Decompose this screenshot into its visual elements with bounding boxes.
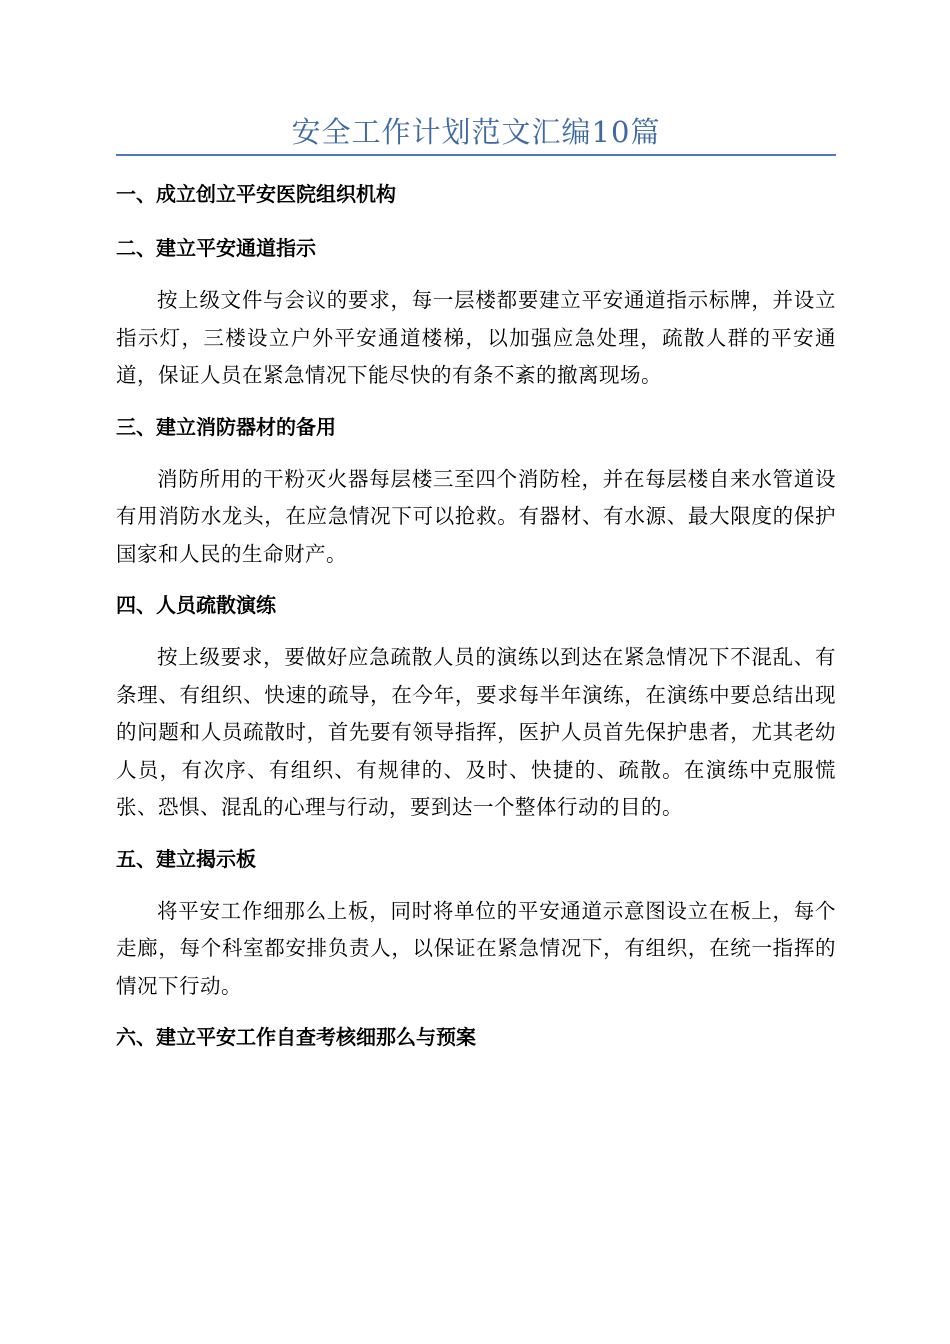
section-heading-5: 五、建立揭示板: [116, 846, 256, 871]
section-paragraph-5: 将平安工作细那么上板，同时将单位的平安通道示意图设立在板上，每个走廊，每个科室都安排负责人，以保证在紧急情况下，有组织，在统一指挥的情况下行动。: [116, 898, 836, 998]
document-title: 安全工作计划范文汇编10篇: [291, 115, 661, 149]
section-paragraph-4: 按上级要求，要做好应急疏散人员的演练以到达在紧急情况下不混乱、有条理、有组织、快速的疏导，在今年，要求每半年演练，在演练中要总结出现的问题和人员疏散时，首先要有领导指挥，医护人员首先保护患者，尤其老幼人员，有次序、有组织、有规律的、及时、快捷的、疏散。在演练中克服慌张、恐惧、混乱的心理与行动，要到达一个整体行动的目的。: [116, 645, 836, 819]
section-paragraph-3: 消防所用的干粉灭火器每层楼三至四个消防栓，并在每层楼自来水管道设有用消防水龙头，在应急情况下可以抢救。有器材、有水源、最大限度的保护国家和人民的生命财产。: [116, 466, 836, 566]
section-heading-4: 四、人员疏散演练: [116, 593, 276, 617]
section-heading-1: 一、成立创立平安医院组织机构: [116, 182, 396, 206]
section-heading-3: 三、建立消防器材的备用: [116, 414, 336, 439]
section-heading-2: 二、建立平安通道指示: [116, 236, 316, 260]
section-paragraph-2: 按上级文件与会议的要求，每一层楼都要建立平安通道指示标牌，并设立指示灯，三楼设立户外平安通道楼梯，以加强应急处理，疏散人群的平安通道，保证人员在紧急情况下能尽快的有条不紊的撤离现场。: [116, 288, 836, 387]
title-underline: [116, 154, 836, 156]
document-body: [116, 176, 836, 1073]
section-heading-6: 六、建立平安工作自查考核细那么与预案: [116, 1025, 476, 1049]
